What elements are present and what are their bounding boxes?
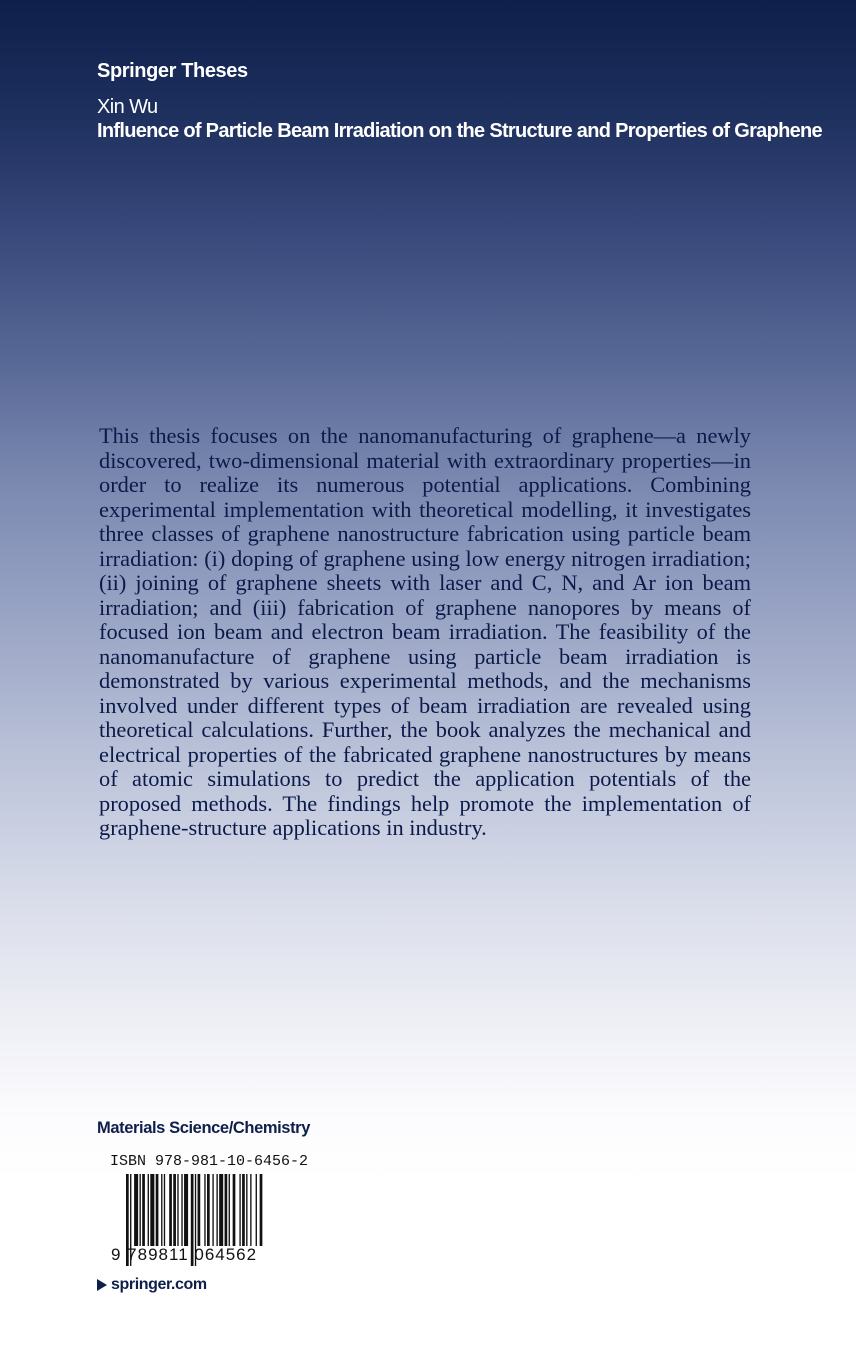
barcode-bar (198, 1174, 201, 1246)
barcode-bar (216, 1174, 217, 1246)
barcode-bar (250, 1174, 251, 1246)
author-name: Xin Wu (97, 96, 158, 118)
barcode-bar (150, 1174, 154, 1246)
publisher-link-text: springer.com (111, 1276, 207, 1293)
barcode-bar (256, 1174, 257, 1246)
subject-category: Materials Science/Chemistry (97, 1119, 310, 1137)
barcode-bar (140, 1174, 141, 1246)
barcode-bar (148, 1174, 149, 1246)
barcode-digits: 9 789811 064562 (111, 1245, 258, 1264)
barcode-bar (173, 1174, 176, 1246)
barcode-bar (229, 1174, 230, 1246)
barcode-bar (242, 1174, 245, 1246)
barcode-bar (225, 1174, 228, 1246)
barcode-bar (233, 1174, 236, 1246)
barcode-bar (164, 1174, 165, 1246)
barcode-bar (212, 1174, 213, 1246)
abstract-paragraph: This thesis focuses on the nanomanufacturing of graphene—a newly discovered, two-dimensional material with extraordinary properties—in order to realize its numerous potential applications. Combining experimental implementation with theoretical modelling, it investigates three classes of graphene nanostructure fabrication using particle beam irradiation: (i) doping of graphene using low energy nitrogen irradiation; (ii) joining of graphene sheets with laser and C, N, and Ar ion beam irradiation; and (iii) fabrication of graphene nanopores by means of focused ion beam and electron beam irradiation. The feasibility of the nanomanufacture of graphene using particle beam irradiation is demonstrated by various experimental methods, and the mechanisms involved under different types of beam irradiation are revealed using theoretical calculations. Further, the book analyzes the mechanical and electrical properties of the fabricated graphene nanostructures by means of atomic simulations to predict the application potentials of the proposed methods. The findings help promote the implementation of graphene-structure applications in industry. (99, 423, 751, 840)
barcode-bar (260, 1174, 263, 1246)
barcode-bar (219, 1174, 223, 1246)
barcode-bar (239, 1174, 240, 1246)
barcode-bar (181, 1174, 182, 1246)
barcode-bar (142, 1174, 145, 1246)
series-name: Springer Theses (97, 60, 248, 82)
barcode-bar (177, 1174, 178, 1246)
barcode-bar (204, 1174, 205, 1246)
barcode-bar (161, 1174, 162, 1246)
barcode-bar (134, 1174, 138, 1246)
barcode-bar (246, 1174, 247, 1246)
barcode-bar (184, 1174, 188, 1246)
barcode-bar (169, 1174, 172, 1246)
publisher-link[interactable] (97, 1276, 207, 1294)
barcode-bar (207, 1174, 210, 1246)
triangle-arrow-icon (97, 1279, 107, 1291)
book-title: Influence of Particle Beam Irradiation on the Structure and Properties of Graphene (97, 120, 822, 142)
barcode-bar (156, 1174, 159, 1246)
isbn-label: ISBN 978-981-10-6456-2 (110, 1153, 309, 1170)
abstract-text (99, 424, 751, 841)
